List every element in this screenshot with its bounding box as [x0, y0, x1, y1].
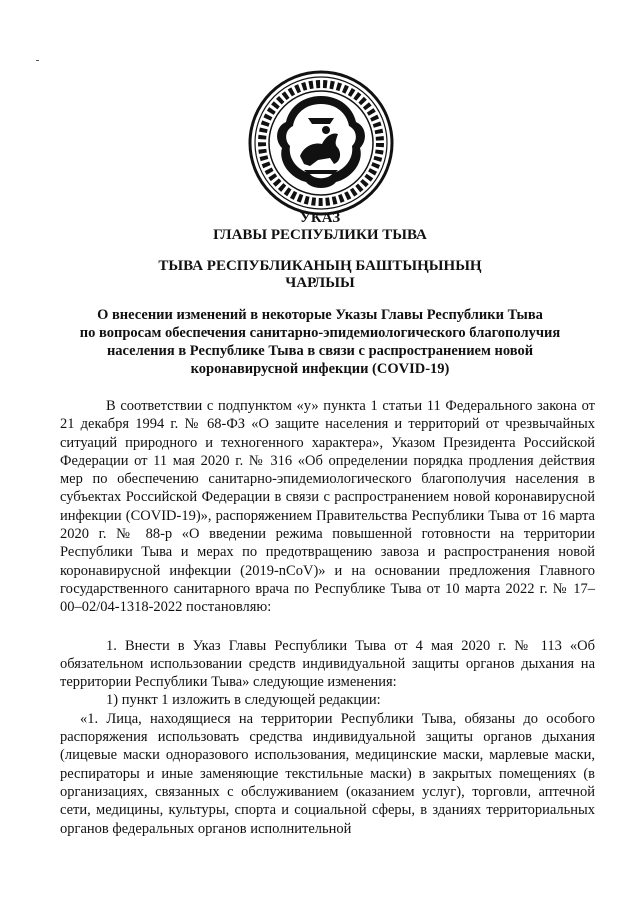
decree-heading-tuvan — [0, 258, 640, 292]
scan-mark — [36, 60, 39, 61]
decree-heading — [0, 210, 640, 244]
title-line4: коронавирусной инфекции (COVID-19) — [190, 361, 450, 377]
preamble-paragraph: В соответствии с подпунктом «у» пункта 1 статьи 11 Федерального закона от 21 декабря 1994 г. № 68-ФЗ «О защите населения и территорий от чрезвычайных ситуаций природного и техногенного характера», Указом Президента Российской Федерации от 11 мая 2020 г. № 316 «Об определении порядка продления действия мер по обеспечению санитарно-эпидемиологического благополучия населения в субъектах Российской Федерации в связи с распространением новой коронавирусной инфекции (COVID-19)», распоряжением Правительства Республики Тыва от 16 марта 2020 г. № 88-р «О введении режима повышенной готовности на территории Республики Тыва и мерах по предотвращению завоза и распространения новой коронавирусной инфекции (2019-nCoV)» и на основании предложения Главного государственного санитарного врача по Республике Тыва от 10 марта 2022 г. № 17–00–02/04-1318-2022 постановляю: — [60, 398, 595, 616]
item-1-paragraph: 1. Внести в Указ Главы Республики Тыва от 4 мая 2020 г. № 113 «Об обязательном использовании средств индивидуальной защиты органов дыхания на территории Республики Тыва» следующие изменения: — [60, 637, 595, 691]
decree-title — [60, 306, 580, 378]
sub-item-1-paragraph: 1) пункт 1 изложить в следующей редакции: — [106, 692, 381, 709]
decree-body — [60, 397, 595, 838]
tuvan-heading-line2: ЧАРЛЫЫ — [285, 275, 355, 291]
title-line2: по вопросам обеспечения санитарно-эпидемиологического благополучия — [79, 325, 561, 341]
quoted-paragraph: «1. Лица, находящиеся на территории Республики Тыва, обязаны до особого распоряжения использовать средства индивидуальной защиты органов дыхания (лицевые маски одноразового использования, медицинские маски, марлевые маски, респираторы и иные заменяющие текстильные маски) в закрытых помещениях (в организациях, связанных с обслуживанием (оказанием услуг), торговли, аптечной сети, медицины, культуры, спорта и социальной сферы, в зданиях территориальных органов федеральных органов исполнительной — [60, 710, 595, 837]
tuvan-heading-line1: ТЫВА РЕСПУБЛИКАНЫҢ БАШТЫҢЫНЫҢ — [158, 258, 482, 274]
title-line3: населения в Республике Тыва в связи с распространением новой — [106, 343, 534, 359]
decree-heading-line1: УКАЗ — [299, 210, 341, 226]
decree-heading-line2: ГЛАВЫ РЕСПУБЛИКИ ТЫВА — [213, 227, 427, 243]
title-line1: О внесении изменений в некоторые Указы Главы Республики Тыва — [97, 307, 543, 323]
coat-of-arms-of-tuva-icon — [248, 70, 394, 216]
